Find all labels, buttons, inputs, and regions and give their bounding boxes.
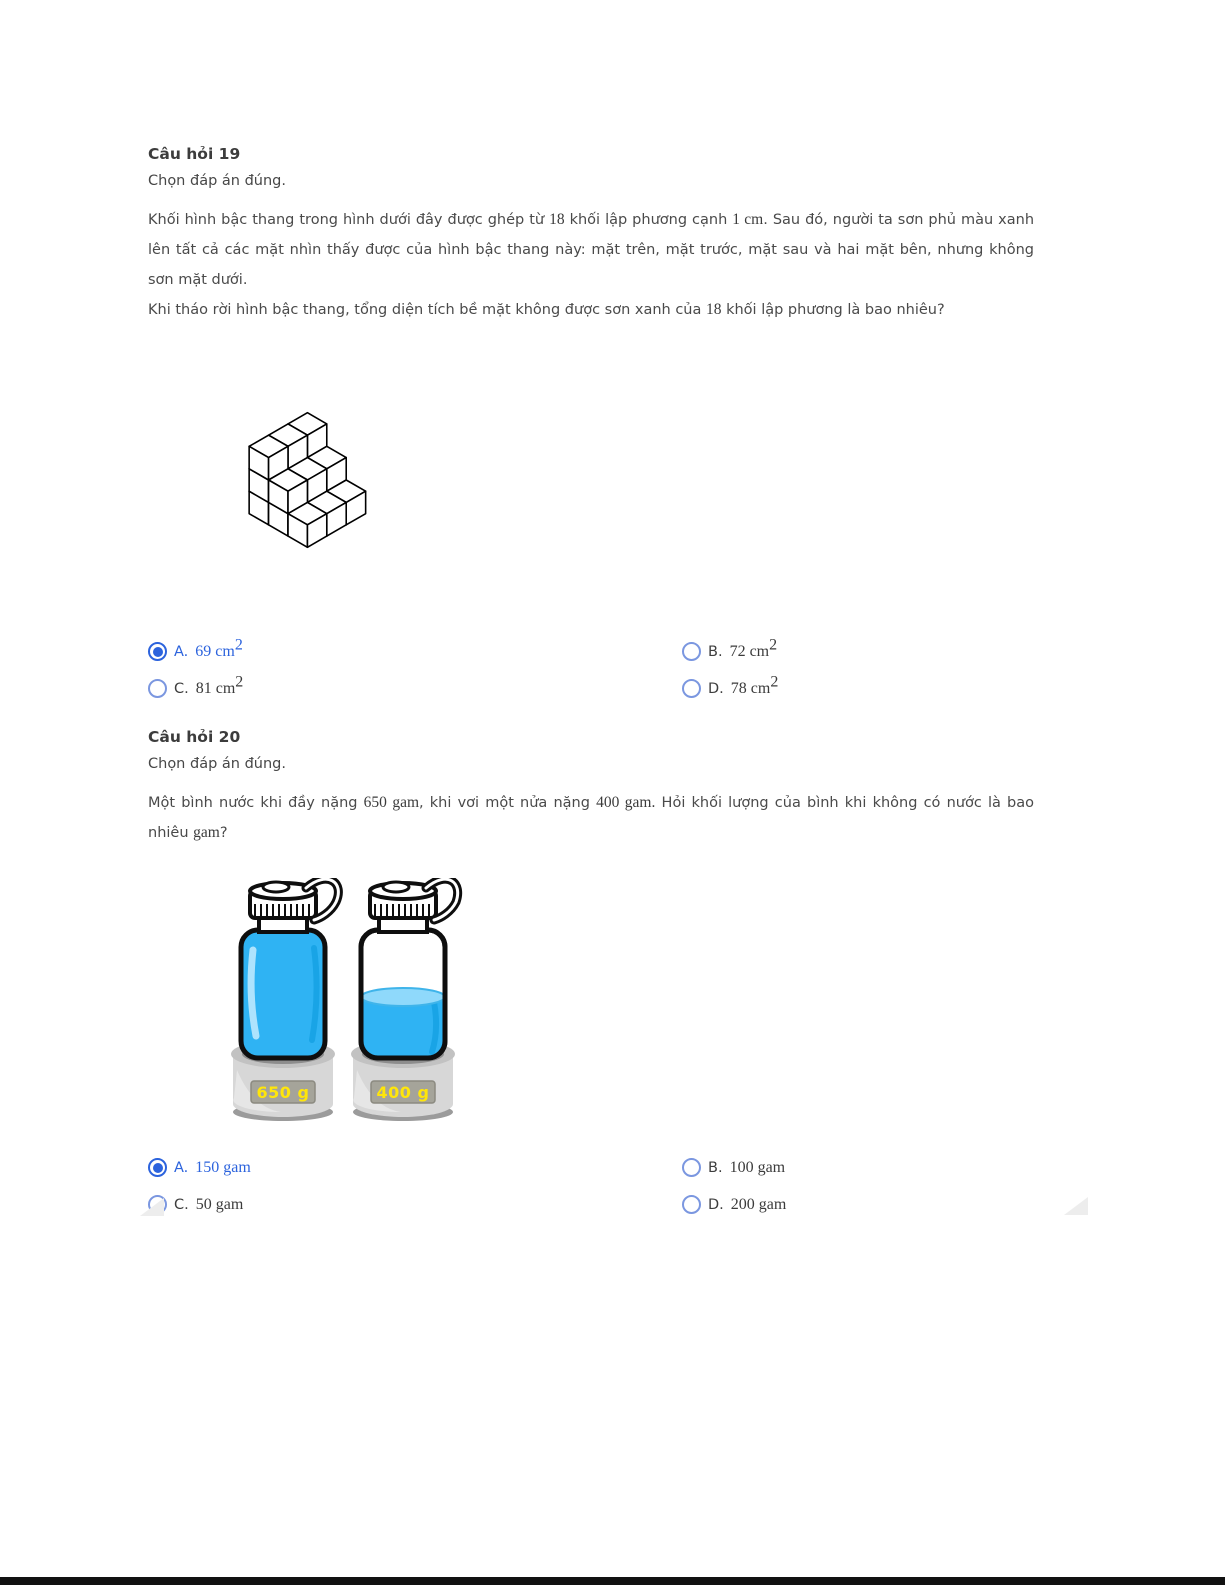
option-value: 200 gam: [730, 1196, 787, 1213]
staircase-cubes-figure: [245, 409, 371, 551]
half-full-bottle: [361, 879, 458, 1058]
question-20-title: Câu hỏi 20: [148, 728, 241, 746]
bottles-on-scales-figure: [213, 878, 465, 1124]
option-d[interactable]: [682, 1192, 1034, 1217]
corner-decoration-right: [1064, 1197, 1088, 1215]
question-19-options: [148, 636, 1034, 701]
radio-button[interactable]: [682, 1195, 701, 1214]
question-19-paragraph-2: Khi tháo rời hình bậc thang, tổng diện tích bề mặt không được sơn xanh của 18 khối lập phương là bao nhiêu?: [148, 301, 945, 318]
option-b[interactable]: [682, 1155, 1034, 1180]
option-value: 78 $cm^2$: [730, 673, 779, 697]
question-20-paragraph-1: Một bình nước khi đầy nặng 650 gam, khi vơi một nửa nặng 400 gam. Hỏi khối lượng của bình khi không có nước là bao nhiêu gam?: [148, 794, 1035, 841]
option-value: 50 gam: [195, 1196, 244, 1213]
option-letter: D.: [708, 1196, 724, 1213]
question-20: [148, 726, 1034, 1217]
question-19-instruction: Chọn đáp án đúng.: [148, 173, 286, 189]
option-d[interactable]: [682, 673, 1034, 701]
option-value: 69 $cm^2$: [195, 636, 243, 660]
question-19-title: Câu hỏi 19: [148, 145, 241, 163]
radio-button[interactable]: [148, 679, 167, 698]
scale-reading-right: 400 g: [376, 1083, 430, 1102]
option-a[interactable]: [148, 636, 682, 664]
option-value: 100 gam: [729, 1159, 786, 1176]
radio-button[interactable]: [148, 1158, 167, 1177]
option-value: 72 $cm^2$: [729, 636, 778, 660]
option-letter: B.: [708, 643, 723, 660]
question-20-options: [148, 1155, 1034, 1217]
question-19: [148, 143, 1034, 701]
option-letter: A.: [174, 1159, 189, 1176]
option-value: 150 gam: [195, 1159, 251, 1176]
question-20-body: [148, 788, 1034, 848]
radio-button[interactable]: [682, 1158, 701, 1177]
option-letter: C.: [174, 1196, 189, 1213]
radio-button[interactable]: [682, 679, 701, 698]
full-bottle: [241, 879, 338, 1058]
option-letter: B.: [708, 1159, 723, 1176]
scale-reading-left: 650 g: [256, 1083, 310, 1102]
radio-button[interactable]: [148, 642, 167, 661]
option-c[interactable]: [148, 673, 682, 701]
question-20-instruction: Chọn đáp án đúng.: [148, 756, 286, 772]
question-19-body: [148, 205, 1034, 325]
option-letter: D.: [708, 680, 724, 697]
bottom-edge-bar: [0, 1577, 1225, 1585]
quiz-content: [148, 143, 1034, 1217]
option-c[interactable]: [148, 1192, 682, 1217]
question-19-paragraph-1: Khối hình bậc thang trong hình dưới đây được ghép từ 18 khối lập phương cạnh 1 cm. Sau đó, người ta sơn phủ màu xanh lên tất cả các mặt nhìn thấy được của hình bậc thang này: mặt trên, mặt trước, mặt sau và hai mặt bên, nhưng không sơn mặt dưới.: [148, 211, 1035, 288]
radio-button[interactable]: [682, 642, 701, 661]
option-letter: A.: [174, 643, 189, 660]
option-b[interactable]: [682, 636, 1034, 664]
option-letter: C.: [174, 680, 189, 697]
option-a[interactable]: [148, 1155, 682, 1180]
option-value: 81 $cm^2$: [195, 673, 244, 697]
